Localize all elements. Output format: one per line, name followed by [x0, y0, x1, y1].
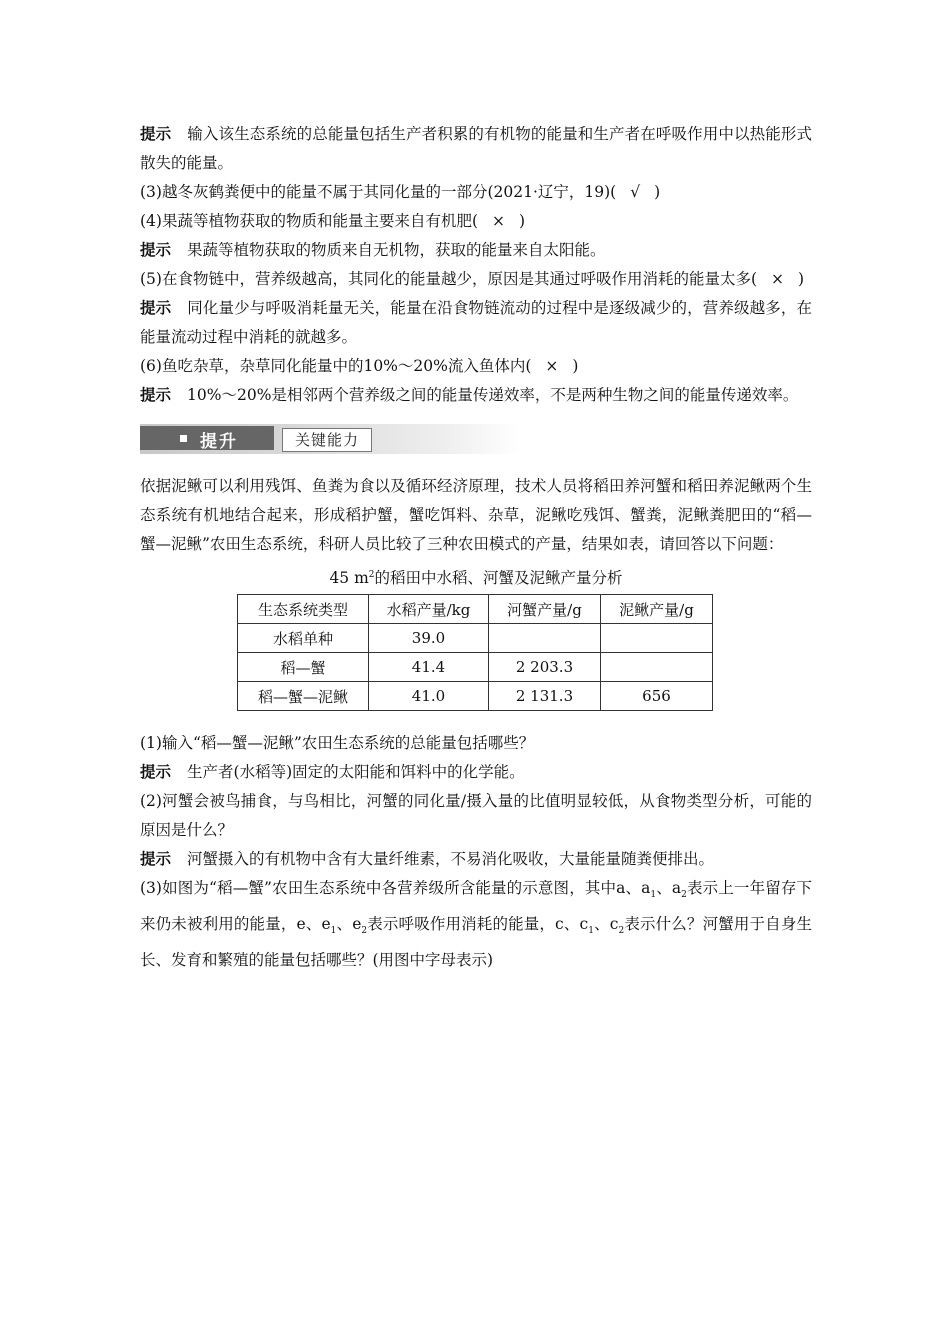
question-3: [140, 874, 812, 975]
tip-paragraph: [140, 120, 812, 178]
cross-mark: ×: [771, 270, 785, 288]
yield-table: [237, 594, 713, 711]
table-cell: 656: [601, 682, 713, 711]
item-end: ): [654, 183, 661, 201]
q3-part: 、a: [656, 879, 682, 898]
q3-part: 、e: [336, 915, 362, 934]
spacer: [140, 711, 812, 729]
item-text: (5)在食物链中，营养级越高，其同化的能量越少，原因是其通过呼吸作用消耗的能量太多(: [140, 270, 758, 288]
judgment-item-4: [140, 207, 812, 236]
judgment-item-5: [140, 265, 812, 294]
q3-sub: 2: [618, 926, 625, 937]
item-text: (3)越冬灰鹤粪便中的能量不属于其同化量的一部分(2021·辽宁，19)(: [140, 183, 617, 201]
q3-part: 表示上一年留存下来仍未被利用的能量，e、e: [140, 879, 812, 934]
tip-label: 提示: [140, 125, 172, 143]
table-cell: 稻—蟹—泥鳅: [238, 682, 369, 711]
table-cell: 水稻单种: [238, 624, 369, 653]
header-cell: 水稻产量/kg: [369, 595, 489, 624]
banner-subtitle: 关键能力: [282, 428, 372, 452]
table-cell: 41.0: [369, 682, 489, 711]
intro-paragraph: 依据泥鳅可以利用残饵、鱼粪为食以及循环经济原理，技术人员将稻田养河蟹和稻田养泥鳅两个生态系统有机地结合起来，形成稻护蟹，蟹吃饵料、杂草，泥鳅吃残饵、蟹粪，泥鳅粪肥田的“稻—蟹—泥鳅”农田生态系统，科研人员比较了三种农田模式的产量，结果如表，请回答以下问题：: [140, 477, 812, 553]
caption-post: 的稻田中水稻、河蟹及泥鳅产量分析: [374, 569, 623, 588]
table-cell: 2 131.3: [489, 682, 601, 711]
tip-text: 河蟹摄入的有机物中含有大量纤维素，不易消化吸收，大量能量随粪便排出。: [187, 850, 715, 869]
square-bullet-icon: [180, 435, 187, 442]
table-cell: 2 203.3: [489, 653, 601, 682]
question-2: (2)河蟹会被鸟捕食，与鸟相比，河蟹的同化量/摄入量的比值明显较低，从食物类型分析，可能的原因是什么？: [140, 792, 812, 840]
table-cell: 41.4: [369, 653, 489, 682]
tip-text: 生产者(水稻等)固定的太阳能和饵料中的化学能。: [187, 763, 525, 782]
q3-sub: 1: [650, 890, 657, 901]
tip-label: 提示: [140, 386, 172, 404]
tip-label: 提示: [140, 763, 172, 782]
tip-label: 提示: [140, 850, 172, 869]
tip-paragraph: [140, 381, 812, 410]
tip-text: 10%～20%是相邻两个营养级之间的能量传递效率，不是两种生物之间的能量传递效率。: [187, 386, 799, 404]
tip-label: 提示: [140, 241, 172, 259]
item-end: ): [798, 270, 805, 288]
tip-paragraph: [140, 236, 812, 265]
item-text: (4)果蔬等植物获取的物质和能量主要来自有机肥(: [140, 212, 479, 230]
item-end: ): [572, 357, 579, 375]
header-cell: 泥鳅产量/g: [601, 595, 713, 624]
document-page: [140, 120, 812, 975]
section-banner: [140, 420, 812, 458]
judgment-item-3: [140, 178, 812, 207]
tip-paragraph: [140, 758, 812, 787]
q3-part: 、c: [593, 915, 619, 934]
table-cell: [601, 624, 713, 653]
tip-paragraph: [140, 845, 812, 874]
tip-label: 提示: [140, 299, 172, 317]
banner-title: 提升: [200, 432, 238, 452]
judgment-item-6: [140, 352, 812, 381]
tip-text: 输入该生态系统的总能量包括生产者积累的有机物的能量和生产者在呼吸作用中以热能形式散失的能量。: [140, 125, 812, 172]
tip-paragraph: [140, 294, 812, 352]
table-row: [238, 682, 713, 711]
q3-sub: 1: [588, 926, 594, 937]
q3-sub: 2: [361, 926, 368, 937]
table-row: [238, 624, 713, 653]
tip-text: 同化量少与呼吸消耗量无关，能量在沿食物链流动的过程中是逐级减少的，营养级越多，在能量流动过程中消耗的就越多。: [140, 299, 812, 346]
question-1: (1)输入“稻—蟹—泥鳅”农田生态系统的总能量包括哪些？: [140, 734, 535, 753]
caption-sup: 2: [368, 570, 375, 580]
q3-part: (3)如图为“稻—蟹”农田生态系统中各营养级所含能量的示意图，其中a、a: [140, 879, 651, 898]
header-cell: 生态系统类型: [238, 595, 369, 624]
item-end: ): [519, 212, 526, 230]
table-cell: 39.0: [369, 624, 489, 653]
header-cell: 河蟹产量/g: [489, 595, 601, 624]
table-cell: [489, 624, 601, 653]
table-cell: 稻—蟹: [238, 653, 369, 682]
q3-sub: 1: [330, 926, 337, 937]
caption-pre: 45 m: [329, 569, 369, 588]
table-header-row: [238, 595, 713, 624]
q3-part: 表示呼吸作用消耗的能量，c、c: [367, 915, 589, 934]
q3-sub: 2: [681, 890, 687, 901]
tip-text: 果蔬等植物获取的物质来自无机物，获取的能量来自太阳能。: [187, 241, 606, 259]
item-text: (6)鱼吃杂草，杂草同化能量中的10%～20%流入鱼体内(: [140, 357, 532, 375]
table-cell: [601, 653, 713, 682]
cross-mark: ×: [545, 357, 559, 375]
cross-mark: ×: [492, 212, 506, 230]
table-caption: [140, 561, 812, 592]
check-mark: √: [630, 183, 641, 201]
table-row: [238, 653, 713, 682]
q3-part: 表示什么？河蟹用于自身生长、发育和繁殖的能量包括哪些？(用图中字母表示): [140, 915, 812, 970]
